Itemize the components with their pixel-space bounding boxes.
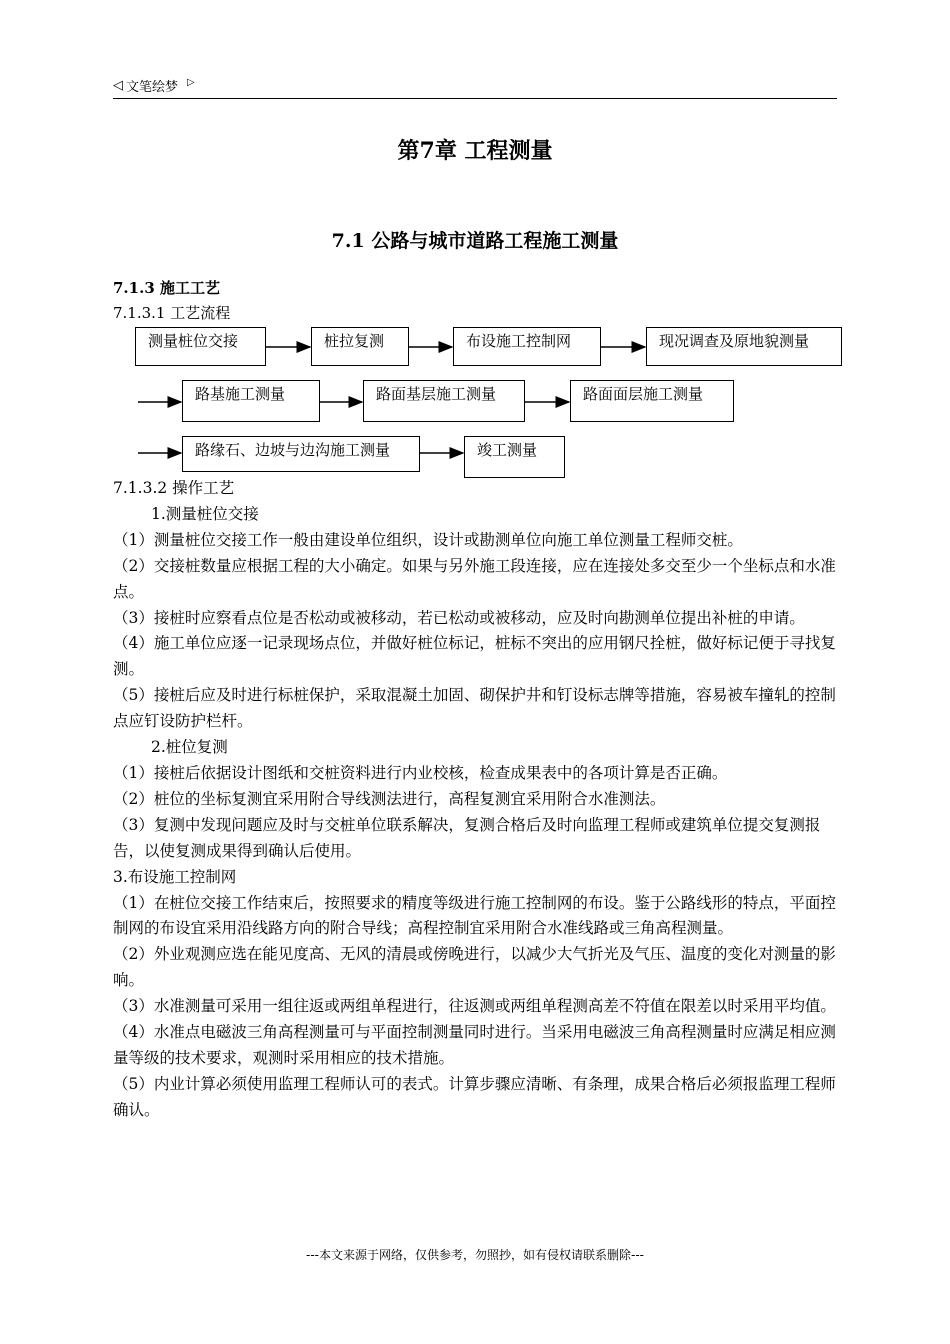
paragraph: （3）水准测量可采用一组往返或两组单程进行，往返测或两组单程测高差不符值在限差以时采用平均值。 xyxy=(113,997,836,1016)
page-footer: ---本文来源于网络，仅供参考，勿照抄，如有侵权请联系删除--- xyxy=(306,1248,644,1262)
paragraph: （5）内业计算必须使用监理工程师认可的表式。计算步骤应清晰、有条理，成果合格后必须报监理工程师确认。 xyxy=(113,1074,836,1119)
body-text xyxy=(113,476,837,1124)
flow-box-stake-recheck: 桩拉复测 xyxy=(311,327,409,366)
flow-box-site-survey: 现况调查及原地貌测量 xyxy=(646,327,842,366)
section-1-title: 1.测量桩位交接 xyxy=(151,504,259,523)
paragraph: （2）桩位的坐标复测宜采用附合导线测法进行，高程复测宜采用附合水准测法。 xyxy=(113,789,666,808)
flow-box-stake-handover: 测量桩位交接 xyxy=(135,327,266,366)
section-title: 7.1 公路与城市道路工程施工测量 xyxy=(331,230,619,252)
paragraph: （5）接桩后应及时进行标桩保护，采取混凝土加固、砌保护井和钉设标志牌等措施，容易被车撞轧的控制点应钉设防护栏杆。 xyxy=(113,686,836,731)
section-3-title: 3.布设施工控制网 xyxy=(113,867,237,886)
paragraph: （2）外业观测应选在能见度高、无风的清晨或傍晚进行，以减少大气折光及气压、温度的变化对测量的影响。 xyxy=(113,945,836,990)
paragraph: （3）复测中发现问题应及时与交桩单位联系解决，复测合格后及时向监理工程师或建筑单位提交复测报告，以使复测成果得到确认后使用。 xyxy=(113,815,821,860)
paragraph: （3）接桩时应察看点位是否松动或被移动，若已松动或被移动，应及时向勘测单位提出补桩的申请。 xyxy=(113,608,805,627)
subsection-heading: 7.1.3 施工工艺 xyxy=(113,279,220,297)
paragraph: （1）测量桩位交接工作一般由建设单位组织，设计或勘测单位向施工单位测量工程师交桩。 xyxy=(113,530,743,549)
chapter-title: 第7章 工程测量 xyxy=(397,138,553,164)
section-2-title: 2.桩位复测 xyxy=(151,738,228,757)
paragraph: （4）施工单位应逐一记录现场点位，并做好桩位标记，桩标不突出的应用钢尺拴桩，做好标记便于寻找复测。 xyxy=(113,634,836,679)
flow-box-subgrade: 路基施工测量 xyxy=(182,380,320,422)
left-triangle-icon: ◁ xyxy=(113,78,123,93)
flow-heading: 7.1.3.1 工艺流程 xyxy=(113,304,231,322)
flow-box-curb-slope-ditch: 路缘石、边坡与边沟施工测量 xyxy=(182,436,420,472)
flow-box-control-network: 布设施工控制网 xyxy=(453,327,601,366)
header-brand: 文笔绘梦 xyxy=(126,80,179,95)
paragraph: （1）在桩位交接工作结束后，按照要求的精度等级进行施工控制网的布设。鉴于公路线形的特点，平面控制网的布设宜采用沿线路方向的附合导线；高程控制宜采用附合水准线路或三角高程测量。 xyxy=(113,893,836,938)
flow-box-completion: 竣工测量 xyxy=(464,436,565,478)
right-triangle-icon: ▷ xyxy=(187,77,195,88)
flow-box-base-course: 路面基层施工测量 xyxy=(363,380,525,422)
ops-heading: 7.1.3.2 操作工艺 xyxy=(113,479,235,497)
paragraph: （4）水准点电磁波三角高程测量可与平面控制测量同时进行。当采用电磁波三角高程测量时应满足相应测量等级的技术要求，观测时采用相应的技术措施。 xyxy=(113,1023,836,1067)
paragraph: （2）交接桩数量应根据工程的大小确定。如果与另外施工段连接，应在连接处多交至少一个坐标点和水准点。 xyxy=(113,556,836,601)
paragraph: （1）接桩后依据设计图纸和交桩资料进行内业校核，检查成果表中的各项计算是否正确。 xyxy=(113,763,728,782)
flow-box-surface-course: 路面面层施工测量 xyxy=(570,380,734,422)
